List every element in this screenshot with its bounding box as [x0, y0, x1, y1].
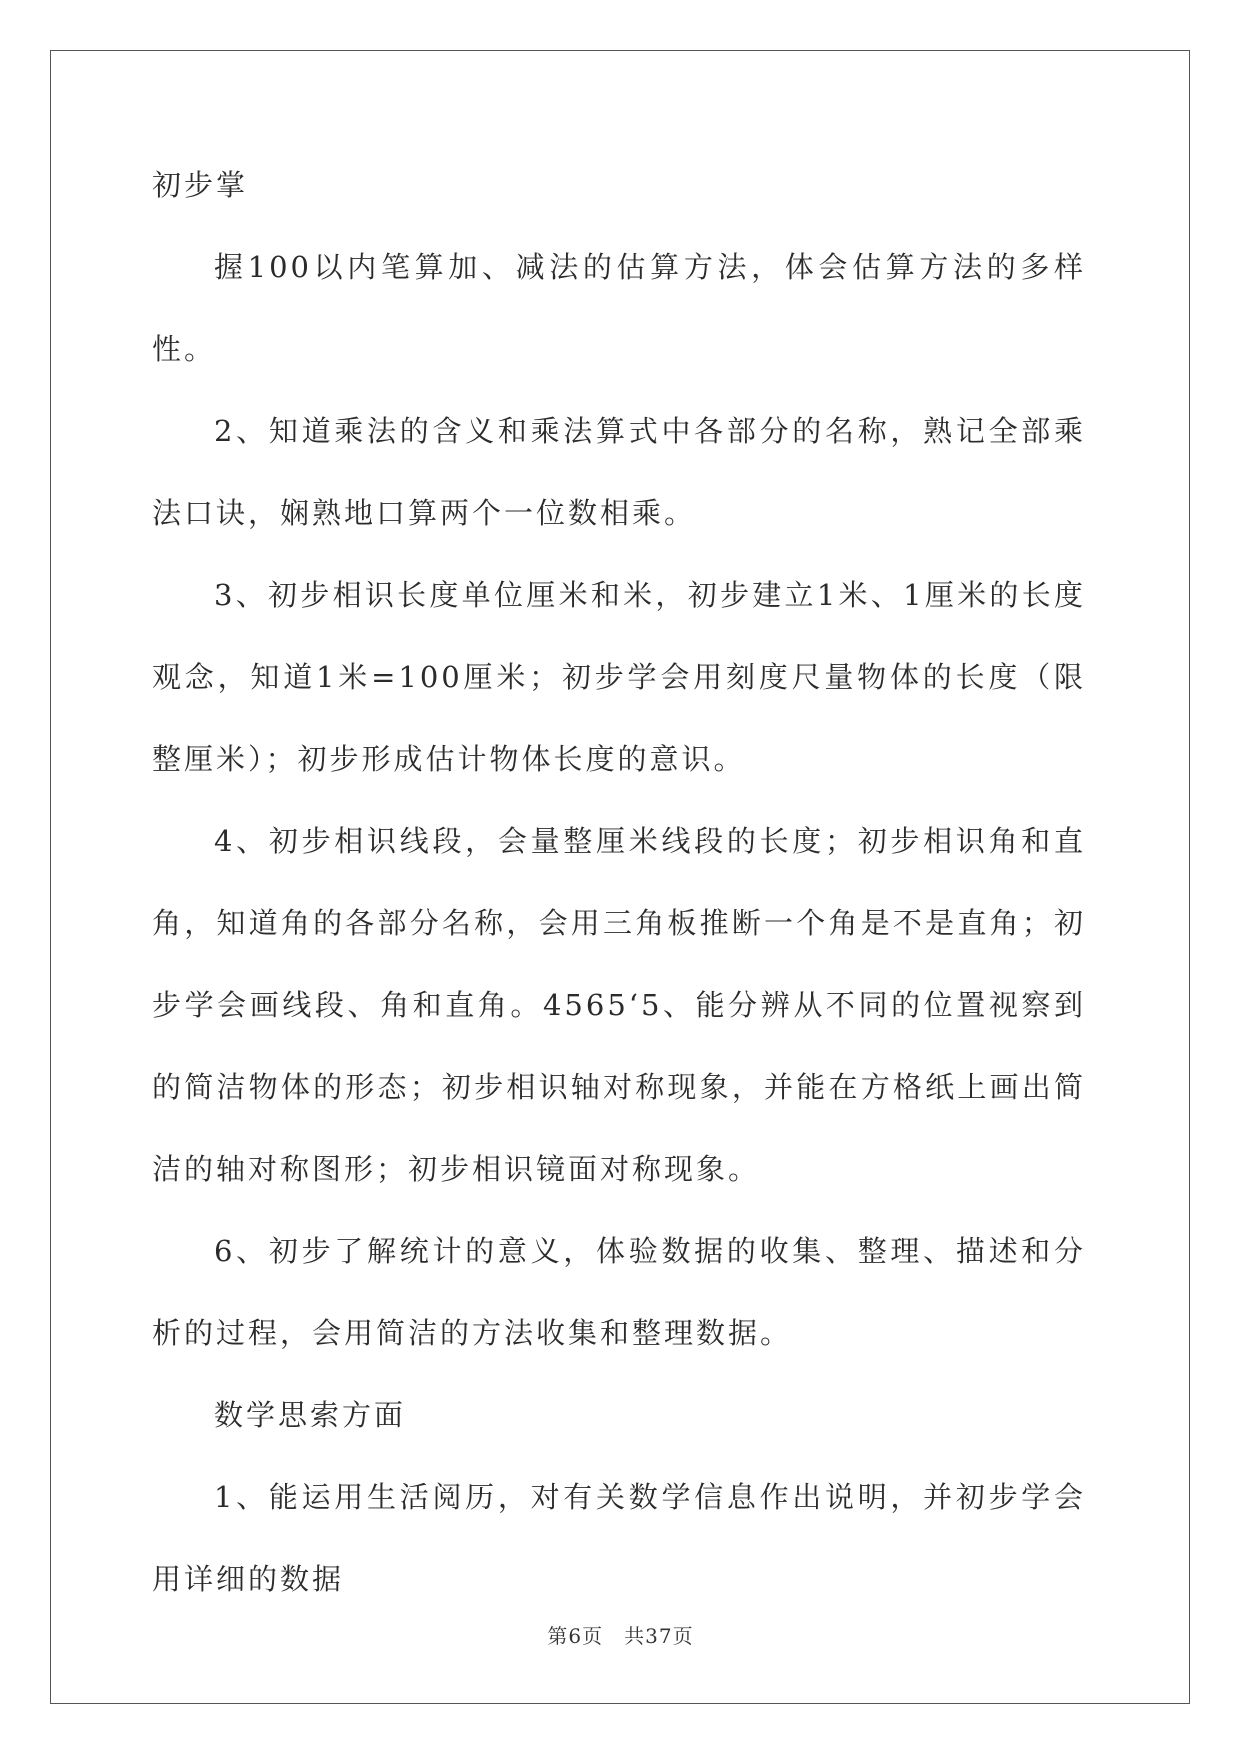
paragraph-4: 3、初步相识长度单位厘米和米，初步建立1米、1厘米的长度观念，知道1米=100厘米；初步学会用刻度尺量物体的长度（限整厘米）；初步形成估计物体长度的意识。: [152, 578, 1086, 776]
paragraph-5: 4、初步相识线段，会量整厘米线段的长度；初步相识角和直角，知道角的各部分名称，会用三角板推断一个角是不是直角；初步学会画线段、角和直角。4565‘5、能分辨从不同的位置视察到的简洁物体的形态；初步相识轴对称现象，并能在方格纸上画出简洁的轴对称图形；初步相识镜面对称现象。: [152, 824, 1086, 1186]
paragraph-2: 握100以内笔算加、减法的估算方法，体会估算方法的多样性。: [152, 250, 1086, 366]
page-number-footer: 第6页 共37页: [547, 1624, 694, 1648]
section-heading: 数学思索方面: [214, 1398, 407, 1432]
paragraph-6: 6、初步了解统计的意义，体验数据的收集、整理、描述和分析的过程，会用简洁的方法收集和整理数据。: [152, 1234, 1086, 1350]
paragraph-1: 初步掌: [152, 168, 249, 202]
document-body: [152, 158, 1086, 1620]
paragraph-7: 1、能运用生活阅历，对有关数学信息作出说明，并初步学会用详细的数据: [152, 1480, 1086, 1596]
paragraph-3: 2、知道乘法的含义和乘法算式中各部分的名称，熟记全部乘法口诀，娴熟地口算两个一位数相乘。: [152, 414, 1086, 530]
